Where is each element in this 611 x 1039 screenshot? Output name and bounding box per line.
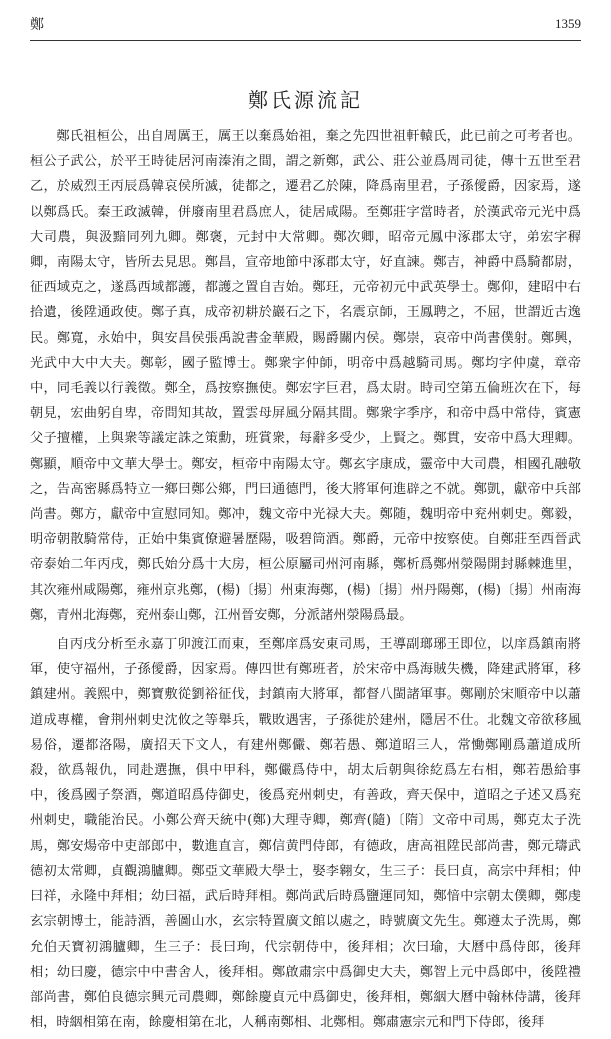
- running-head-title: 鄭: [30, 17, 44, 33]
- article-title: 鄭氏源流記: [248, 88, 363, 112]
- header-rule: [30, 40, 581, 41]
- running-head: [30, 14, 581, 38]
- paragraph-2: 自丙戌分析至永嘉丁卯渡江而東，至鄭庠爲安東司馬，王導副瑯琊王即位，以庠爲鎮南將軍，使守福州，子孫僾爵，因家焉。傳四世有鄭班者，於宋帝中爲海賊失機，降建武將軍，移鎮建州。義熙中，鄭寶敷從劉裕征伐，封鎮南大將軍，都督八閩諸軍事。鄭剛於宋順帝中以蕭道成專權，會荆州刺史沈攸之等舉兵，戰敗遇害，子孫徙於建州，隱居不仕。北魏文帝欲移風易俗，遷都洛陽，廣招天下文人，有建州鄭儼、鄭若愚、鄭道昭三人，常慟鄭剛爲蕭道成所殺，欲爲報仇，同赴選撫，俱中甲科，鄭儼爲侍中，胡太后朝與徐紇爲左右相，鄭若愚給事中，後爲國子祭酒，鄭道昭爲侍御史，後爲兖州刺史，有善政，齊天保中，道昭之子述又爲兖州刺史，職能治民。小鄭公齊天統中(鄭)大理寺卿，鄭齊(隨)〔隋〕文帝中司馬，鄭克太子洗馬，鄭安煬帝中吏部郎中，數進直言，鄭信黄門侍郎，有德政，唐高祖陞民部尚書，鄭元璹武德初太常卿，貞觀鴻臚卿。鄭亞文華殿大學士，娶李翱女，生三子：長曰貞，高宗中拜相；仲曰祥，永隆中拜相；幼曰福，武后時拜相。鄭尚武后時爲鹽運同知，鄭愔中宗朝太僕卿，鄭虔玄宗朝博士，能詩酒，善圖山水，玄宗特置廣文館以處之，時號廣文先生。鄭遵太子洗馬，鄭允伯天寶初鴻臚卿，生三子：長曰珣，代宗朝侍中，後拜相；次曰瑜，大曆中爲侍郎，後拜相；幼曰慶，德宗中中書舍人，後拜相。鄭啟肅宗中爲御史大夫，鄭智上元中爲郎中，後陞禮部尚書，鄭伯良德宗興元司農卿，鄭餘慶貞元中爲御史，後拜相，鄭絪大曆中翰林侍講，後拜相，時絪相第在南，餘慶相第在北，人稱南鄭相、北鄭相。鄭肅憲宗元和門下侍郎，後拜: [30, 637, 581, 1031]
- paragraph-1: 鄭氏祖桓公，出自周厲王，厲王以棄爲始祖，棄之先四世祖軒轅氏，此已前之可考者也。桓公子武公，於平王時徒居河南溱洧之間，謂之新鄭，武公、莊公並爲周司徒，傳十五世至君乙，於威烈王丙辰爲韓哀侯所滅，徒都之，遷君乙於陳，降爲南里君，子孫僾爵，因家焉，遂以鄭爲氏。秦王政滅韓，併廢南里君爲庶人，徒居咸陽。至鄭莊字當時者，於漢武帝元光中爲大司農，與汲黯同列九卿。鄭褒，元封中大常卿。鄭次卿，昭帝元鳳中涿郡太守，弟宏字稺卿，南陽太守，皆所去見思。鄭昌，宣帝地節中涿郡太守，好直諫。鄭吉，神爵中爲騎都尉，征西域克之，遂爲西域都護，都護之置自吉始。鄭玨，元帝初元中武英學士。鄭仰，建昭中右拾遺，後陞通政使。鄭子真，成帝初耕於巖石之下，名震京師，王鳳聘之，不屈，世謂近古逸民。鄭寬，永始中，與安昌侯張禹說書金華殿，賜爵關内侯。鄭崇，哀帝中尚書僕射。鄭興，光武中大中大夫。鄭彰，國子監博士。鄭衆字仲師，明帝中爲越騎司馬。鄭均字仲虞，章帝中，同毛義以行義徵。鄭全，爲按察撫使。鄭宏字巨君，爲太尉。時司空第五倫班次在下，每朝見，宏曲躬自卑，帝問知其故，置雲母屏風分隔其間。鄭衆字季序，和帝中爲中常侍，賓憲父子擅權，上與衆等議定誅之策勳，班賞衆，每辭多受少，上賢之。鄭貫，安帝中爲大理卿。鄭顯，順帝中文華大學士。鄭安，桓帝中南陽太守。鄭玄字康成，靈帝中大司農，相國孔融敬之，告高密縣爲特立一鄉曰鄭公鄉，門曰通德門，後大將軍何進辟之不就。鄭凱，獻帝中兵部尚書。鄭方，獻帝中宣慰同知。鄭冲，魏文帝中光禄大夫。鄭随，魏明帝中兖州刺史。鄭毅，明帝朝散騎常侍，正始中集賓僚避暑歷陽，吸碧筒酒。鄭爵，元帝中按察使。自鄭莊至西晉武帝泰始二年丙戌，鄭氏始分爲十大房，桓公原屬司州河南縣，鄭析爲鄭州滎陽開封縣棘進里，其次雍州咸陽鄭，雍州京兆鄭，(楊)〔揚〕州東海鄭，(楊)〔揚〕州丹陽鄭，(楊)〔揚〕州南海鄭，青州北海鄭，兖州泰山鄭，江州晉安鄭，分派諸州滎陽爲最。: [30, 129, 581, 623]
- page-number: 1359: [555, 16, 581, 31]
- article-body: [30, 124, 581, 1039]
